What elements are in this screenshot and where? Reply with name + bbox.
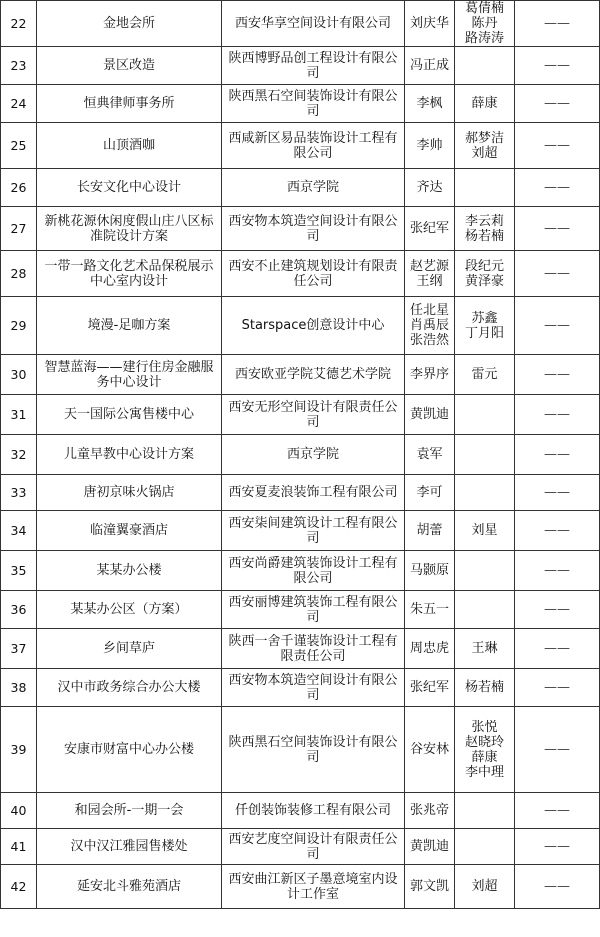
company-cell: 陕西博野品创工程设计有限公司 — [222, 47, 405, 85]
team-cell: 王琳 — [455, 629, 515, 669]
table-row — [1, 123, 600, 169]
project-name-cell: 唐初京味火锅店 — [37, 475, 222, 511]
company-cell: 西咸新区易品装饰设计工程有限公司 — [222, 123, 405, 169]
note-cell: —— — [515, 47, 600, 85]
note-cell: —— — [515, 435, 600, 475]
table-row — [1, 829, 600, 865]
note-cell: —— — [515, 475, 600, 511]
row-number: 32 — [1, 435, 37, 475]
designer-cell: 黄凯迪 — [405, 829, 455, 865]
table-row — [1, 435, 600, 475]
team-cell: 张悦 赵晓玲 薛康 李中理 — [455, 707, 515, 793]
note-cell: —— — [515, 865, 600, 909]
note-cell: —— — [515, 793, 600, 829]
note-cell: —— — [515, 1, 600, 47]
company-cell: 西安不止建筑规划设计有限责任公司 — [222, 251, 405, 297]
team-cell: 郝梦洁 刘超 — [455, 123, 515, 169]
project-name-cell: 恒典律师事务所 — [37, 85, 222, 123]
company-cell: 陕西一舍千谨装饰设计工程有限责任公司 — [222, 629, 405, 669]
project-name-cell: 汉中汉江雅园售楼处 — [37, 829, 222, 865]
designer-cell: 谷安林 — [405, 707, 455, 793]
project-name-cell: 金地会所 — [37, 1, 222, 47]
note-cell: —— — [515, 85, 600, 123]
table-row — [1, 707, 600, 793]
company-cell: 西安尚爵建筑装饰设计工程有限公司 — [222, 551, 405, 591]
company-cell: 西安物本筑造空间设计有限公司 — [222, 669, 405, 707]
note-cell: —— — [515, 395, 600, 435]
team-cell — [455, 591, 515, 629]
designer-cell: 任北星 肖禹辰 张浩然 — [405, 297, 455, 355]
table-row — [1, 169, 600, 207]
row-number: 34 — [1, 511, 37, 551]
company-cell: 西京学院 — [222, 435, 405, 475]
note-cell: —— — [515, 829, 600, 865]
table-row — [1, 629, 600, 669]
company-cell: 西安艺度空间设计有限责任公司 — [222, 829, 405, 865]
project-name-cell: 儿童早教中心设计方案 — [37, 435, 222, 475]
designer-cell: 马颢原 — [405, 551, 455, 591]
note-cell: —— — [515, 551, 600, 591]
team-cell — [455, 47, 515, 85]
team-cell — [455, 829, 515, 865]
table-row — [1, 669, 600, 707]
designer-cell: 郭文凯 — [405, 865, 455, 909]
project-name-cell: 安康市财富中心办公楼 — [37, 707, 222, 793]
row-number: 39 — [1, 707, 37, 793]
row-number: 33 — [1, 475, 37, 511]
company-cell: 西安华享空间设计有限公司 — [222, 1, 405, 47]
designer-cell: 李可 — [405, 475, 455, 511]
note-cell: —— — [515, 123, 600, 169]
designer-cell: 黄凯迪 — [405, 395, 455, 435]
project-name-cell: 乡间草庐 — [37, 629, 222, 669]
team-cell — [455, 395, 515, 435]
table-row — [1, 355, 600, 395]
company-cell: 西安物本筑造空间设计有限公司 — [222, 207, 405, 251]
project-name-cell: 景区改造 — [37, 47, 222, 85]
project-name-cell: 延安北斗雅苑酒店 — [37, 865, 222, 909]
designer-cell: 张纪军 — [405, 669, 455, 707]
table-row — [1, 207, 600, 251]
row-number: 30 — [1, 355, 37, 395]
designer-cell: 李枫 — [405, 85, 455, 123]
company-cell: 西安夏麦浪装饰工程有限公司 — [222, 475, 405, 511]
company-cell: 西安欧亚学院艾德艺术学院 — [222, 355, 405, 395]
row-number: 40 — [1, 793, 37, 829]
table-row — [1, 591, 600, 629]
company-cell: 陕西黑石空间装饰设计有限公司 — [222, 707, 405, 793]
table-row — [1, 475, 600, 511]
designer-cell: 胡蕾 — [405, 511, 455, 551]
team-cell — [455, 793, 515, 829]
table-row — [1, 251, 600, 297]
row-number: 25 — [1, 123, 37, 169]
project-name-cell: 山顶酒咖 — [37, 123, 222, 169]
table-row — [1, 297, 600, 355]
company-cell: 西京学院 — [222, 169, 405, 207]
team-cell: 葛倩楠 陈丹 路涛涛 — [455, 1, 515, 47]
row-number: 41 — [1, 829, 37, 865]
company-cell: 西安曲江新区子墨意境室内设计工作室 — [222, 865, 405, 909]
project-name-cell: 智慧蓝海——建行住房金融服务中心设计 — [37, 355, 222, 395]
table-row — [1, 1, 600, 47]
project-name-cell: 某某办公区（方案） — [37, 591, 222, 629]
row-number: 36 — [1, 591, 37, 629]
row-number: 26 — [1, 169, 37, 207]
team-cell: 刘星 — [455, 511, 515, 551]
table-row — [1, 85, 600, 123]
team-cell — [455, 551, 515, 591]
team-cell: 段纪元 黄泽豪 — [455, 251, 515, 297]
team-cell: 刘超 — [455, 865, 515, 909]
company-cell: 仟创装饰装修工程有限公司 — [222, 793, 405, 829]
table-row — [1, 395, 600, 435]
note-cell: —— — [515, 169, 600, 207]
table-row — [1, 865, 600, 909]
row-number: 23 — [1, 47, 37, 85]
company-cell: 西安柒间建筑设计工程有限公司 — [222, 511, 405, 551]
row-number: 31 — [1, 395, 37, 435]
designer-cell: 张兆帝 — [405, 793, 455, 829]
team-cell: 雷元 — [455, 355, 515, 395]
table-row — [1, 47, 600, 85]
team-cell — [455, 169, 515, 207]
project-name-cell: 临潼翼豪酒店 — [37, 511, 222, 551]
designer-cell: 冯正成 — [405, 47, 455, 85]
note-cell: —— — [515, 511, 600, 551]
designer-cell: 李界序 — [405, 355, 455, 395]
note-cell: —— — [515, 669, 600, 707]
team-cell: 杨若楠 — [455, 669, 515, 707]
project-name-cell: 某某办公楼 — [37, 551, 222, 591]
note-cell: —— — [515, 629, 600, 669]
project-name-cell: 长安文化中心设计 — [37, 169, 222, 207]
team-cell: 薛康 — [455, 85, 515, 123]
table-row — [1, 511, 600, 551]
project-name-cell: 天一国际公寓售楼中心 — [37, 395, 222, 435]
row-number: 28 — [1, 251, 37, 297]
designer-cell: 朱五一 — [405, 591, 455, 629]
row-number: 35 — [1, 551, 37, 591]
note-cell: —— — [515, 591, 600, 629]
company-cell: 西安丽博建筑装饰工程有限公司 — [222, 591, 405, 629]
note-cell: —— — [515, 207, 600, 251]
row-number: 38 — [1, 669, 37, 707]
project-name-cell: 新桃花源休闲度假山庄八区标准院设计方案 — [37, 207, 222, 251]
team-cell — [455, 435, 515, 475]
team-cell: 苏鑫 丁月阳 — [455, 297, 515, 355]
note-cell: —— — [515, 355, 600, 395]
designer-cell: 李帅 — [405, 123, 455, 169]
row-number: 27 — [1, 207, 37, 251]
project-name-cell: 境漫-足咖方案 — [37, 297, 222, 355]
designer-cell: 袁军 — [405, 435, 455, 475]
company-cell: 陕西黑石空间装饰设计有限公司 — [222, 85, 405, 123]
note-cell: —— — [515, 297, 600, 355]
project-name-cell: 汉中市政务综合办公大楼 — [37, 669, 222, 707]
row-number: 22 — [1, 1, 37, 47]
table-row — [1, 793, 600, 829]
table-row — [1, 551, 600, 591]
project-name-cell: 和园会所-一期一会 — [37, 793, 222, 829]
note-cell: —— — [515, 251, 600, 297]
team-cell: 李云莉 杨若楠 — [455, 207, 515, 251]
designer-cell: 张纪军 — [405, 207, 455, 251]
row-number: 37 — [1, 629, 37, 669]
designer-cell: 周忠虎 — [405, 629, 455, 669]
company-cell: Starspace创意设计中心 — [222, 297, 405, 355]
designer-cell: 齐达 — [405, 169, 455, 207]
team-cell — [455, 475, 515, 511]
company-cell: 西安无形空间设计有限责任公司 — [222, 395, 405, 435]
project-name-cell: 一带一路文化艺术品保税展示中心室内设计 — [37, 251, 222, 297]
row-number: 29 — [1, 297, 37, 355]
row-number: 42 — [1, 865, 37, 909]
note-cell: —— — [515, 707, 600, 793]
table-body — [1, 1, 600, 909]
designer-cell: 刘庆华 — [405, 1, 455, 47]
designer-cell: 赵艺源 王纲 — [405, 251, 455, 297]
row-number: 24 — [1, 85, 37, 123]
